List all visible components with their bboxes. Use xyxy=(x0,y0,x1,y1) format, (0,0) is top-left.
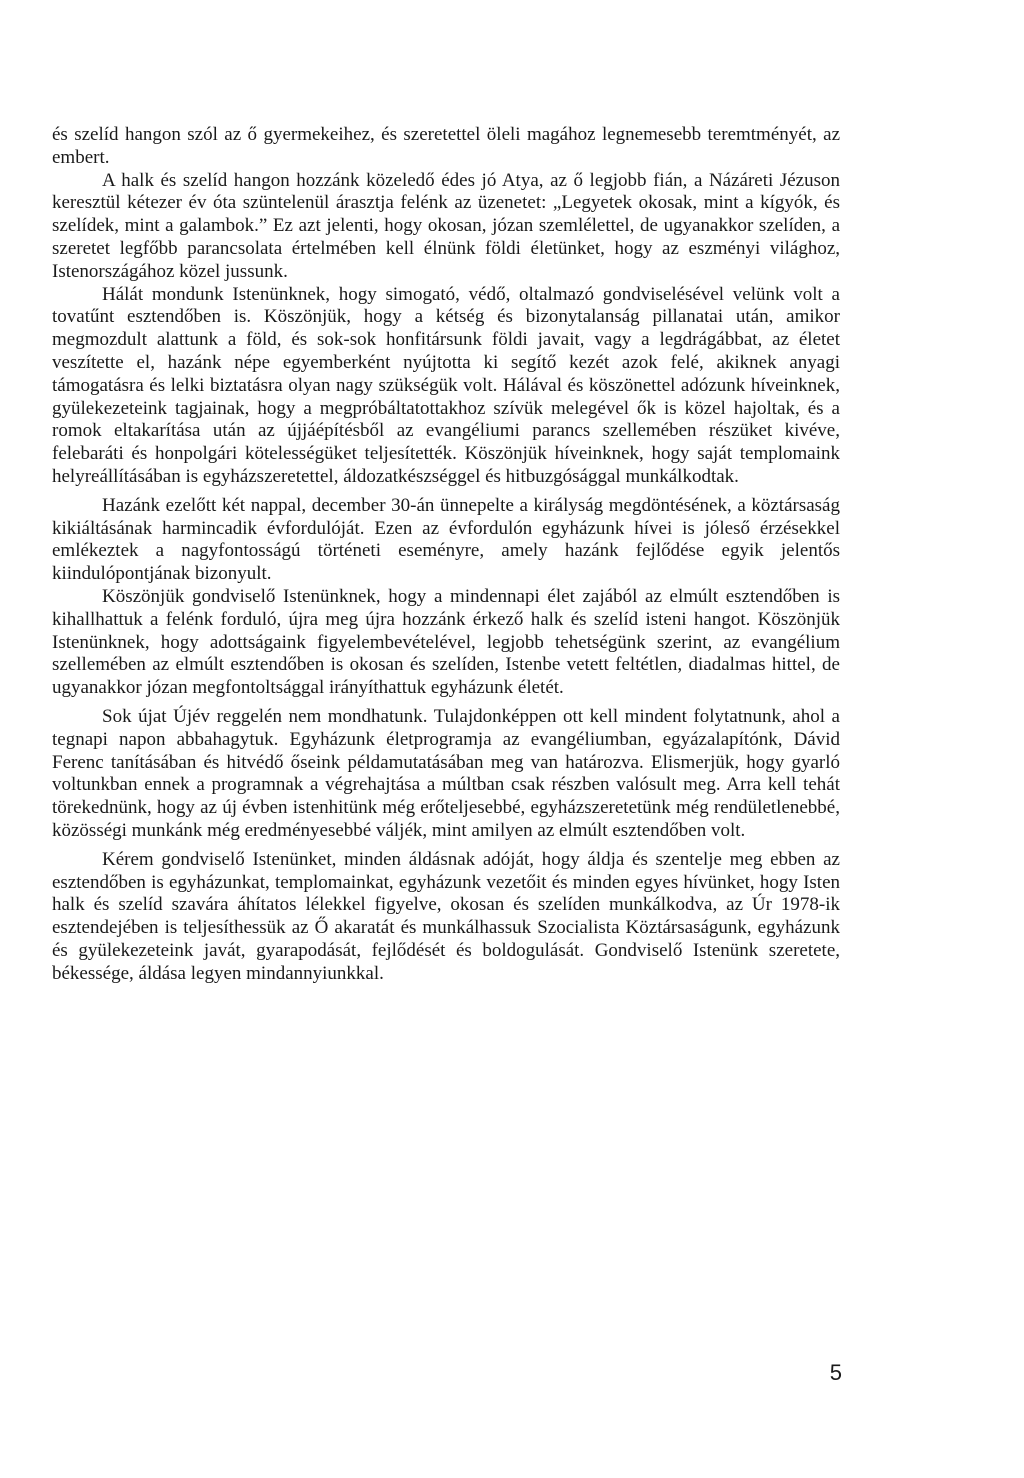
page-number: 5 xyxy=(829,1360,842,1385)
paragraph-continuation: és szelíd hangon szól az ő gyermekeihez, és szeretettel öleli magához legnemesebb teremtményét, az embert. xyxy=(52,124,840,168)
body-text xyxy=(52,124,840,985)
paragraph: Kérem gondviselő Istenünket, minden áldásnak adóját, hogy áldja és szentelje meg ebben az esztendőben is egyházunkat, templomainkat, egyházunk vezetőit és minden egyes hívünket, hogy Isten halk és szelíd szavára áhítatos lélekkel figyelve, okosan és szelíden munkálkodva, az Úr 1978-ik esztendejében is teljesíthessük az Ő akaratát és munkálhassuk Szocialista Köztársaságunk, egyházunk és gyülekezeteink javát, gyarapodását, fejlődését és boldogulását. Gondviselő Istenünk szeretete, békessége, áldása legyen mindannyiunkkal. xyxy=(52,848,840,984)
paragraph: Köszönjük gondviselő Istenünknek, hogy a mindennapi élet zajából az elmúlt esztendőben is kihallhattuk a felénk forduló, újra meg újra hozzánk érkező halk és szelíd isteni hangot. Köszönjük Istenünknek, hogy adottságaink figyelembevételével, legjobb tehetségünk szerint, az evangélium szellemében az elmúlt esztendőben is okosan és szelíden, Istenbe vetett feltétlen, diadalmas hittel, de ugyanakkor józan megfontoltsággal irányíthattuk egyházunk életét. xyxy=(52,585,840,699)
paragraph: Hazánk ezelőtt két nappal, december 30-án ünnepelte a királyság megdöntésének, a köztársaság kikiáltásának harmincadik évfordulóját. Ezen az évfordulón egyházunk hívei is jóleső érzésekkel emlékeztek a nagyfontosságú történeti eseményre, amely hazánk fejlődése egyik jelentős kiindulópontjának bizonyult. xyxy=(52,494,840,585)
paragraph: Sok újat Újév reggelén nem mondhatunk. Tulajdonképpen ott kell mindent folytatnunk, ahol a tegnapi napon abbahagytuk. Egyházunk életprogramja az evangéliumban, egyázalapítónk, Dávid Ferenc tanításában és hitvédő őseink példamutatásában meg van határozva. Elismerjük, hogy gyarló voltunkban ennek a programnak a végrehajtása a múltban csak részben valósult meg. Arra kell tehát törekednünk, hogy az új évben istenhitünk még erőteljesebbé, egyházszeretetünk még rendületlenebbé, közösségi munkánk még eredményesebbé váljék, mint amilyen az elmúlt esztendőben volt. xyxy=(52,705,840,841)
paragraph: Hálát mondunk Istenünknek, hogy simogató, védő, oltalmazó gondviselésével velünk volt a tovatűnt esztendőben is. Köszönjük, hogy a kétség és bizonytalanság pillanatai után, amikor megmozdult alattunk a föld, és sok-sok honfitársunk földi javait, vagy a legdrágábbat, az életet veszítette el, hazánk népe egyemberként nyújtotta ki segítő kezét azok felé, akiknek anyagi támogatásra és lelki biztatásra olyan nagy szükségük volt. Hálával és köszönettel adózunk híveinknek, gyülekezeteink tagjainak, hogy a megpróbáltatottakhoz szívük melegével ők is közel hajoltak, és a romok eltakarítása után az újjáépítésből az evangéliumi parancs szellemében részüket kivéve, felebaráti és honpolgári kötelességüket teljesítették. Köszönjük híveinknek, hogy saját templomaink helyreállításában is egyházszeretettel, áldozatkészséggel és hitbuzgósággal munkálkodtak. xyxy=(52,283,840,487)
paragraph: A halk és szelíd hangon hozzánk közeledő édes jó Atya, az ő legjobb fián, a Názáreti Jézuson keresztül kétezer év óta szüntelenül árasztja felénk az üzenetet: „Legyetek okosak, mint a kígyók, és szelídek, mint a galambok.” Ez azt jelenti, hogy okosan, józan szemlélettel, de ugyanakkor szelíden, a szeretet legfőbb parancsolata értelmében kell élnünk földi életünket, hogy az eszményi világhoz, Istenországához közel jussunk. xyxy=(52,169,840,282)
